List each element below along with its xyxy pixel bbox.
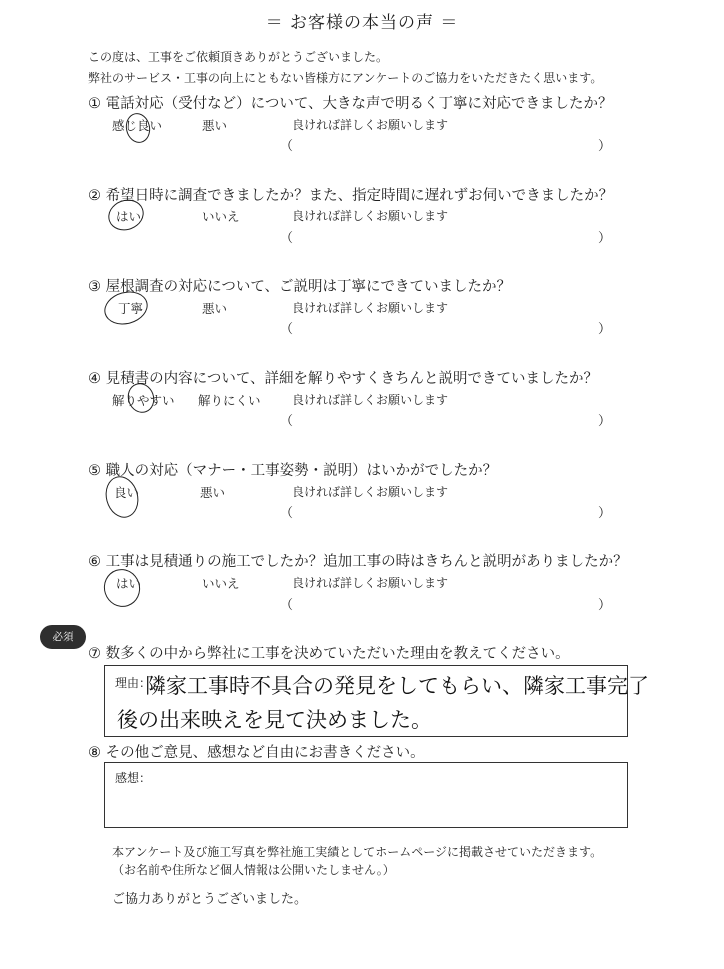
q3-paren-open: （ [280, 322, 294, 337]
question-2: ② 希望日時に調査できましたか？また、指定時間に遅れずお伺いできましたか？ [88, 188, 614, 204]
q4-option-2[interactable]: 解りにくい [198, 393, 261, 408]
q6-paren-open: （ [280, 598, 294, 613]
page-title: ＝ お客様の本当の声 ＝ [265, 13, 459, 33]
question-7: ⑦ 数多くの中から弊社に工事を決めていただいた理由を教えてください。 [88, 646, 570, 662]
q2-option-2[interactable]: いいえ [202, 209, 240, 224]
question-6: ⑥ 工事は見積通りの施工でしたか？追加工事の時はきちんと説明がありましたか？ [88, 554, 628, 570]
q1-option-2[interactable]: 悪い [202, 118, 228, 133]
reason-answer-line-2: 後の出来映えを見て決めました。 [117, 708, 432, 732]
q4-paren-close: ） [598, 414, 612, 429]
q6-paren-close: ） [598, 598, 612, 613]
intro-line-1: この度は、工事をご依頼頂きありがとうございました。 [88, 50, 389, 64]
required-badge: 必須 [40, 625, 86, 649]
q3-paren-close: ） [598, 322, 612, 337]
q6-option-1[interactable]: はい [116, 576, 142, 591]
question-1: ① 電話対応（受付など）について、大きな声で明るく丁寧に対応できましたか？ [88, 96, 613, 112]
footer-thanks: ご協力ありがとうございました。 [112, 892, 308, 907]
q2-paren-close: ） [598, 231, 612, 246]
footer-privacy: （お名前や住所など個人情報は公開いたしません。） [112, 863, 395, 877]
q6-selection-mark [99, 564, 145, 611]
q2-paren-open: （ [280, 231, 294, 246]
comment-label: 感想： [115, 771, 152, 785]
q4-detail-label: 良ければ詳しくお願いします [292, 393, 449, 407]
q1-paren-open: （ [280, 139, 294, 154]
q5-option-1[interactable]: 良い [114, 485, 140, 500]
q3-option-2[interactable]: 悪い [202, 301, 228, 316]
reason-box[interactable] [104, 665, 649, 737]
q3-detail-label: 良ければ詳しくお願いします [292, 301, 449, 315]
q3-option-1[interactable]: 丁寧 [118, 301, 144, 316]
q6-detail-label: 良ければ詳しくお願いします [292, 576, 449, 590]
reason-answer-line-1: 隣家工事時不具合の発見をしてもらい、隣家工事完了 [145, 674, 649, 698]
question-3: ③ 屋根調査の対応について、ご説明は丁寧にできていましたか？ [88, 279, 512, 295]
q5-paren-close: ） [598, 506, 612, 521]
q5-detail-label: 良ければ詳しくお願いします [292, 485, 449, 499]
reason-label: 理由： [115, 676, 152, 690]
question-8: ⑧ その他ご意見、感想など自由にお書きください。 [88, 745, 425, 761]
q5-paren-open: （ [280, 506, 294, 521]
q2-option-1[interactable]: はい [116, 209, 142, 224]
intro-line-2: 弊社のサービス・工事の向上にともない皆様方にアンケートのご協力をいただきたく思います。 [88, 71, 603, 85]
q1-detail-label: 良ければ詳しくお願いします [292, 118, 449, 132]
comment-box[interactable] [104, 762, 628, 828]
q6-option-2[interactable]: いいえ [202, 576, 240, 591]
question-4: ④ 見積書の内容について、詳細を解りやすくきちんと説明できていましたか？ [88, 371, 599, 387]
q1-paren-close: ） [598, 139, 612, 154]
question-5: ⑤ 職人の対応（マナー・工事姿勢・説明）はいかがでしたか？ [88, 463, 498, 479]
q5-option-2[interactable]: 悪い [200, 485, 226, 500]
q4-paren-open: （ [280, 414, 294, 429]
q2-detail-label: 良ければ詳しくお願いします [292, 209, 449, 223]
q4-option-1[interactable]: 解りやすい [112, 393, 175, 408]
q1-option-1[interactable]: 感じ良い [112, 118, 163, 133]
footer-notice: 本アンケート及び施工写真を弊社施工実績としてホームページに掲載させていただきます。 [112, 845, 603, 859]
